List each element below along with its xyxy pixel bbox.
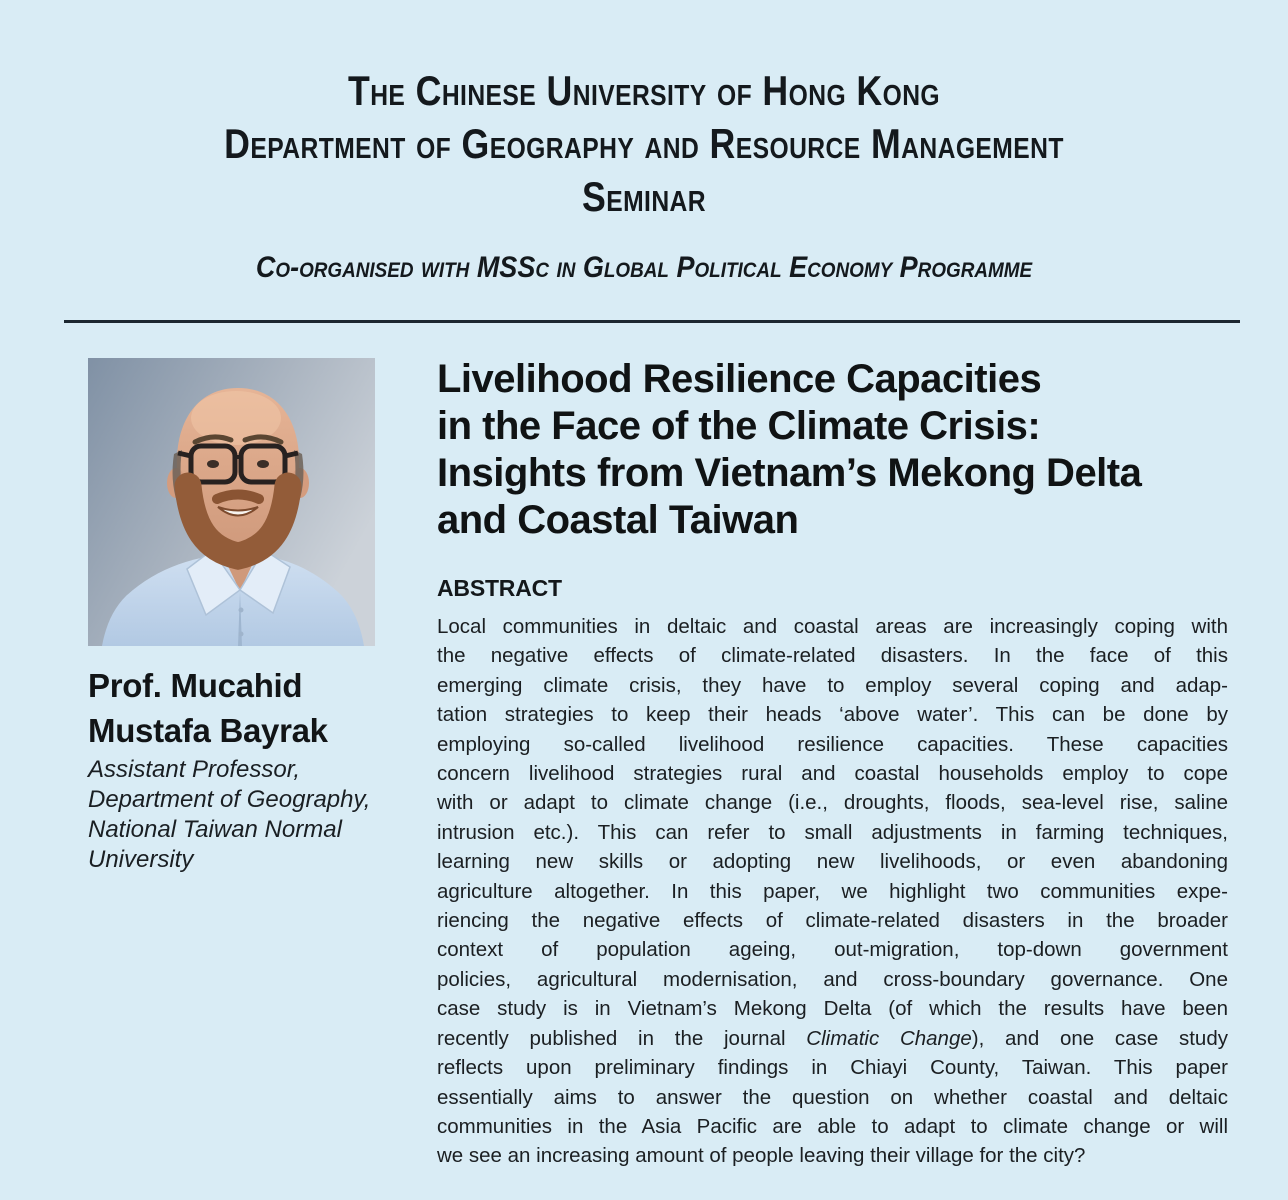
abstract-line: learning new skills or adopting new livelihoods, or even abandoning — [437, 850, 1228, 874]
talk-title-line: Livelihood Resilience Capacities — [437, 357, 1042, 401]
abstract-line: we see an increasing amount of people leaving their village for the city? — [437, 1144, 1086, 1168]
abstract-line: communities in the Asia Pacific are able to adapt to climate change or will — [437, 1114, 1228, 1138]
abstract-line: with or adapt to climate change (i.e., droughts, floods, sea-level rise, saline — [437, 791, 1228, 815]
abstract-line: the negative effects of climate-related disasters. In the face of this — [437, 644, 1228, 668]
abstract-line: intrusion etc.). This can refer to small adjustments in farming techniques, — [437, 820, 1228, 844]
speaker-affiliation-line: National Taiwan Normal — [88, 816, 342, 843]
abstract-line: context of population ageing, out-migration, top-down government — [437, 938, 1228, 962]
abstract-text — [437, 612, 1228, 1171]
speaker-affiliation-line: University — [88, 846, 194, 873]
header-coorganised: Co-organised with MSSc in Global Political Economy Programme — [255, 251, 1033, 284]
abstract-line: emerging climate crisis, they have to employ several coping and adap- — [437, 673, 1228, 697]
speaker-affiliation-line: Assistant Professor, — [88, 756, 301, 783]
abstract-line: tation strategies to keep their heads ‘above water’. This can be done by — [437, 703, 1228, 727]
speaker-name-line: Prof. Mucahid — [88, 667, 303, 704]
abstract-heading: ABSTRACT — [437, 575, 562, 601]
divider-line — [64, 320, 1240, 323]
abstract-line: essentially aims to answer the question on whether coastal and deltaic — [437, 1085, 1228, 1109]
abstract-line: concern livelihood strategies rural and coastal households employ to cope — [437, 762, 1228, 786]
abstract-line: policies, agricultural modernisation, and cross-boundary governance. One — [437, 967, 1228, 991]
abstract-line: case study is in Vietnam’s Mekong Delta (of which the results have been — [437, 997, 1228, 1021]
talk-title-line: in the Face of the Climate Crisis: — [437, 404, 1041, 448]
poster-header — [0, 64, 1288, 287]
speaker-affiliation-line: Department of Geography, — [88, 786, 371, 813]
talk-title — [437, 356, 1237, 544]
speaker-photo — [88, 358, 375, 646]
abstract-line: recently published in the journal Climatic Change), and one case study — [437, 1026, 1228, 1050]
speaker-name — [88, 663, 328, 753]
speaker-name-line: Mustafa Bayrak — [88, 712, 328, 749]
abstract-line: employing so-called livelihood resilience capacities. These capacities — [437, 732, 1228, 756]
abstract-line: agriculture altogether. In this paper, we highlight two communities expe- — [437, 879, 1228, 903]
abstract-line: Local communities in deltaic and coastal areas are increasingly coping with — [437, 615, 1228, 638]
talk-title-line: Insights from Vietnam’s Mekong Delta — [437, 451, 1142, 495]
header-university: The Chinese University of Hong Kong — [347, 67, 941, 114]
header-department: Department of Geography and Resource Management — [224, 120, 1064, 167]
abstract-line: riencing the negative effects of climate-related disasters in the broader — [437, 909, 1228, 933]
speaker-affiliation — [88, 755, 370, 875]
talk-title-line: and Coastal Taiwan — [437, 498, 799, 542]
header-seminar: Seminar — [581, 173, 707, 220]
portrait-illustration — [88, 358, 375, 646]
abstract-line: reflects upon preliminary findings in Chiayi County, Taiwan. This paper — [437, 1056, 1228, 1080]
